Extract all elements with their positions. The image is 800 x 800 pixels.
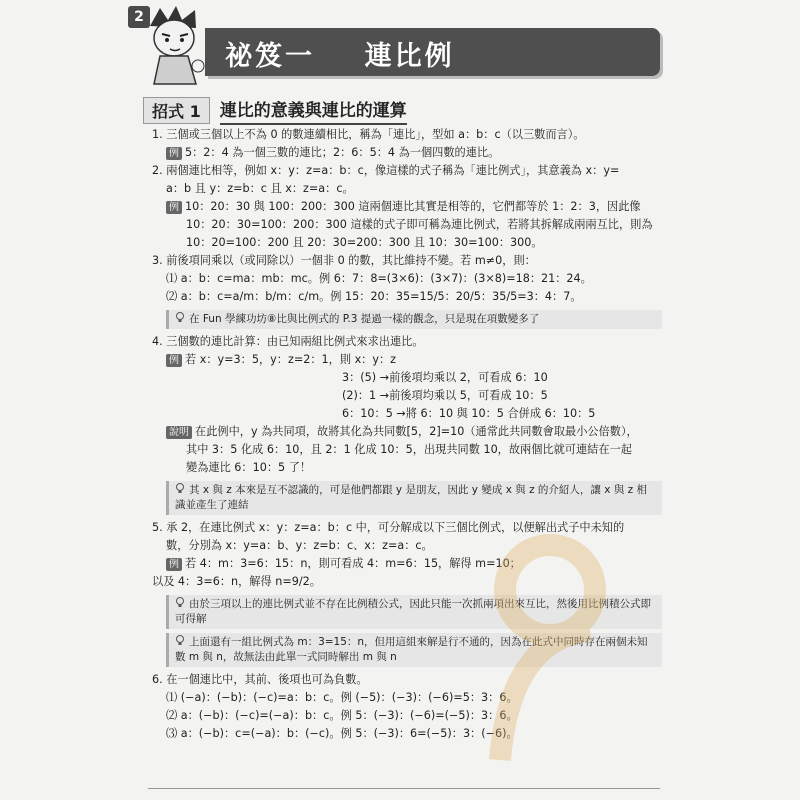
- content-line: [152, 126, 662, 144]
- line-text: 由於三項以上的連比例式並不存在比例積公式，因此只能一次抓兩項出來互比，然後用比例積公式即可得解: [175, 598, 651, 625]
- section-heading: [143, 96, 407, 125]
- content-line: [152, 459, 662, 477]
- content-line: [152, 180, 662, 198]
- content-line: [152, 333, 662, 351]
- line-text: 2. 兩個連比相等，例如 x：y：z=a：b：c，像這樣的式子稱為「連比例式」，其意義為 x：y=: [152, 164, 620, 177]
- line-text: 若 x：y=3：5，y：z=2：1，則 x：y：z: [185, 353, 397, 366]
- line-text: 數，分別為 x：y=a：b、y：z=b：c、x：z=a：c。: [166, 539, 433, 552]
- example-tag: 說明: [166, 426, 192, 439]
- line-text: 4. 三個數的連比計算：由已知兩組比例式來求出連比。: [152, 335, 424, 348]
- line-text: 3：(5) →前後項均乘以 2，可看成 6：10: [342, 371, 548, 384]
- content-line: [152, 216, 662, 234]
- content-line: [152, 270, 662, 288]
- mascot-character-illustration: [140, 6, 210, 86]
- line-text: 5. 承 2，在連比例式 x：y：z=a：b：c 中，可分解成以下三個比例式，以便解出式子中未知的: [152, 521, 625, 534]
- line-text: 上面還有一組比例式為 m：3=15：n，但用這組來解是行不通的，因為在此式中同時存在兩個未知數 m 與 n，故無法由此單一式同時解出 m 與 n: [175, 636, 648, 663]
- line-text: ⑴ a：b：c=ma：mb：mc。例 6：7：8=(3×6)：(3×7)：(3×8)=18：21：24。: [166, 272, 592, 285]
- content-line: [152, 288, 662, 306]
- line-text: 6. 在一個連比中，其前、後項也可為負數。: [152, 673, 368, 686]
- watermark-graphic: [470, 520, 620, 770]
- line-text: 6：10：5 →將 6：10 與 10：5 合併成 6：10：5: [342, 407, 596, 420]
- line-text: 其中 3：5 化成 6：10，且 2：1 化成 10：5，出現共同數 10，故兩個比就可連結在一起: [186, 443, 632, 456]
- content-line: [152, 351, 662, 369]
- lightbulb-icon: [175, 635, 185, 646]
- content-line: [152, 144, 662, 162]
- footer-rule: [148, 788, 660, 789]
- line-text: 3. 前後項同乘以（或同除以）一個非 0 的數，其比維持不變。若 m≠0，則：: [152, 254, 536, 267]
- line-text: 在此例中，y 為共同項，故將其化為共同數[5，2]=10（通常此共同數會取最小公倍數），: [195, 425, 638, 438]
- content-line: [152, 234, 662, 252]
- line-text: 以及 4：3=6：n，解得 n=9/2。: [152, 575, 321, 588]
- page-number: 2: [128, 6, 150, 28]
- line-text: 10：20：30 與 100：200：300 這兩個連比其實是相等的，它們都等於 1：2：3，因此像: [185, 200, 641, 213]
- content-line: [152, 441, 662, 459]
- line-text: a：b 且 y：z=b：c 且 x：z=a：c。: [166, 182, 354, 195]
- line-text: 其 x 與 z 本來是互不認識的，可是他們都跟 y 是朋友，因此 y 變成 x 與 z 的介紹人，讓 x 與 z 相識並產生了連結: [175, 484, 648, 511]
- line-text: 若 4：m：3=6：15：n，則可看成 4：m=6：15，解得 m=10；: [185, 557, 521, 570]
- chapter-banner: [205, 28, 660, 76]
- line-text: 在 Fun 學練功坊⑧比與比例式的 P.3 提過一樣的觀念，只是現在項數變多了: [189, 313, 540, 325]
- line-text: (2)：1 →前後項均乘以 5，可看成 10：5: [342, 389, 548, 402]
- content-line: [152, 198, 662, 216]
- line-text: ⑵ a：(−b)：(−c)=(−a)：b：c。例 5：(−3)：(−6)=(−5)：3：6。: [166, 709, 518, 722]
- content-line: [152, 252, 662, 270]
- section-title: 連比的意義與連比的運算: [220, 96, 407, 125]
- content-line: [152, 423, 662, 441]
- line-text: ⑶ a：(−b)：c=(−a)：b：(−c)。例 5：(−3)：6=(−5)：3：(−6)。: [166, 727, 518, 740]
- content-line: [152, 405, 662, 423]
- content-line: [152, 162, 662, 180]
- example-tag: 例: [166, 354, 182, 367]
- line-text: 1. 三個或三個以上不為 0 的數連續相比，稱為「連比」，型如 a：b：c（以三數而言）。: [152, 128, 585, 141]
- line-text: 10：20=100：200 且 20：30=200：300 且 10：30=100：300。: [186, 236, 543, 249]
- lightbulb-icon: [175, 597, 185, 608]
- tip-note: [166, 310, 662, 329]
- example-tag: 例: [166, 558, 182, 571]
- line-text: ⑵ a：b：c=a/m：b/m：c/m。例 15：20：35=15/5：20/5：35/5=3：4：7。: [166, 290, 582, 303]
- content-line: [152, 369, 662, 387]
- content-line: [152, 387, 662, 405]
- line-text: 10：20：30=100：200：300 這樣的式子即可稱為連比例式，若將其拆解成兩兩互比，則為: [186, 218, 653, 231]
- line-text: 變為連比 6：10：5 了！: [186, 461, 312, 474]
- example-tag: 例: [166, 147, 182, 160]
- line-text: 5：2：4 為一個三數的連比；2：6：5：4 為一個四數的連比。: [185, 146, 500, 159]
- line-text: ⑴ (−a)：(−b)：(−c)=a：b：c。例 (−5)：(−3)：(−6)=5：3：6。: [166, 691, 518, 704]
- lightbulb-icon: [175, 483, 185, 494]
- lightbulb-icon: [175, 312, 185, 323]
- example-tag: 例: [166, 201, 182, 214]
- chapter-title: 祕笈一 連比例: [225, 41, 455, 72]
- section-tag: 招式 1: [143, 97, 210, 124]
- tip-note: [166, 481, 662, 515]
